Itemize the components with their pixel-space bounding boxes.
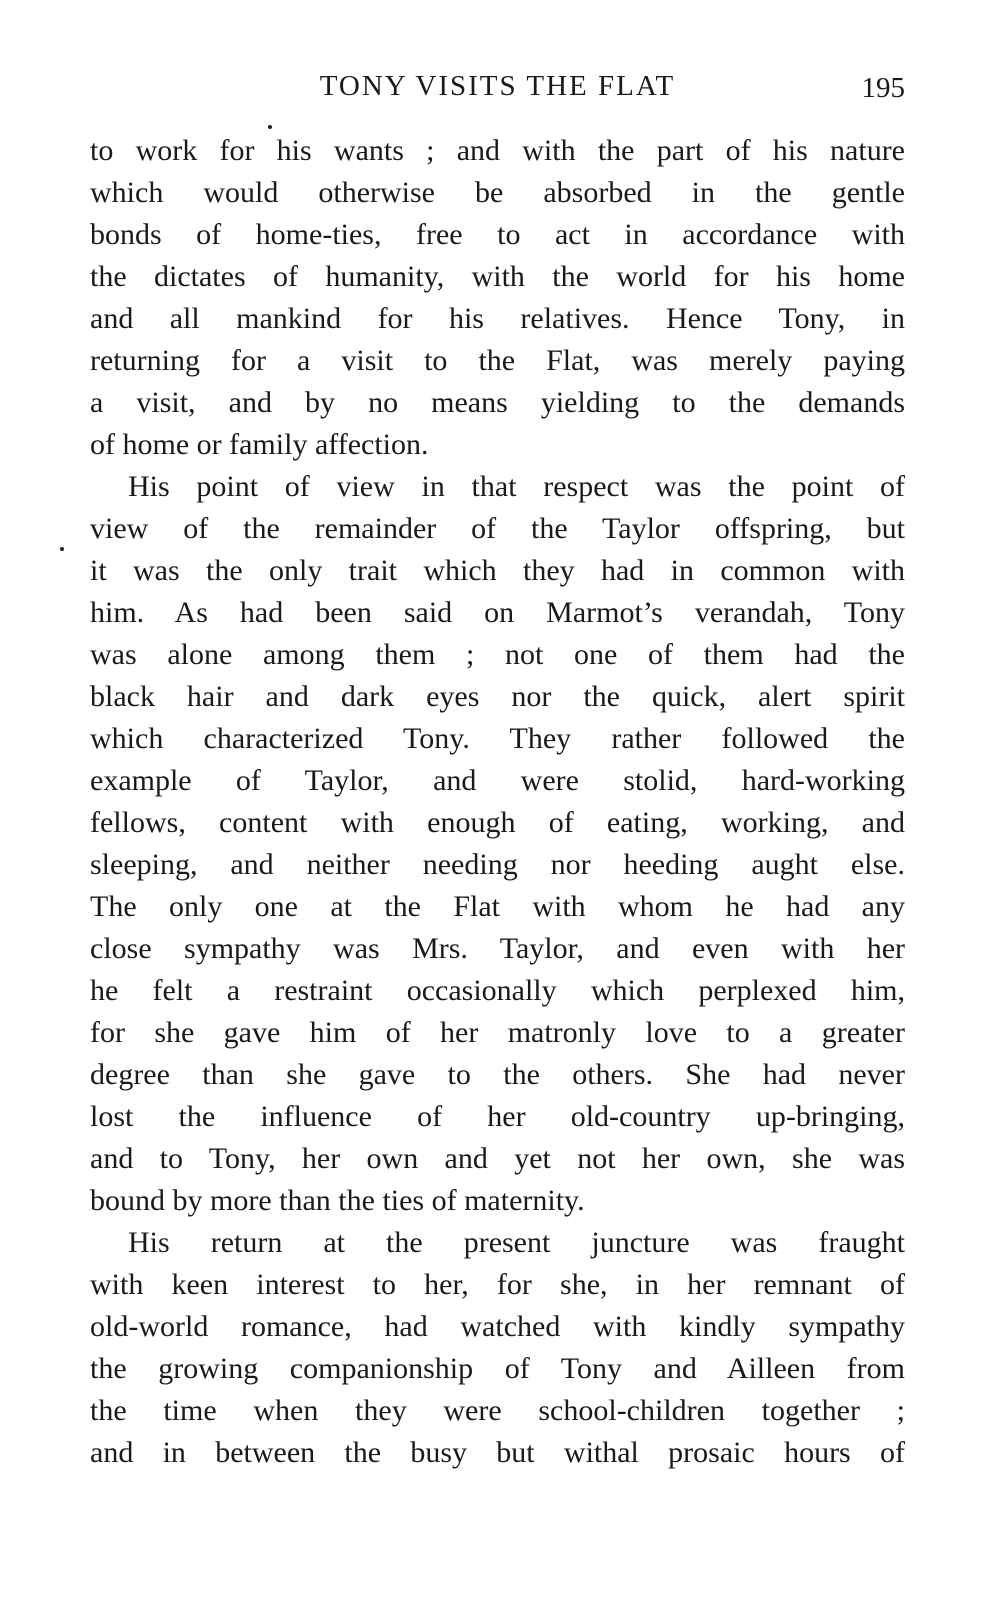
text-line: bonds of home-ties, free to act in accordance with [90,218,905,251]
text-line: close sympathy was Mrs. Taylor, and even with her [90,932,905,965]
text-line: and in between the busy but withal prosaic hours of [90,1436,905,1469]
text-line: a visit, and by no means yielding to the demands [90,386,905,419]
paragraph-2 [90,466,905,1222]
text-line: returning for a visit to the Flat, was merely paying [90,344,905,377]
running-title: TONY VISITS THE FLAT [319,70,676,102]
text-line: of home or family affection. [90,428,429,461]
text-line: and to Tony, her own and yet not her own, she was [90,1142,905,1175]
text-line: and all mankind for his relatives. Hence Tony, in [90,302,905,335]
text-line: fellows, content with enough of eating, working, and [90,806,905,839]
text-line: he felt a restraint occasionally which perplexed him, [90,974,905,1007]
paragraph-1 [90,130,905,466]
text-line: sleeping, and neither needing nor heeding aught else. [90,848,905,881]
text-line: His point of view in that respect was the point of [128,470,905,503]
text-line: black hair and dark eyes nor the quick, alert spirit [90,680,905,713]
text-line: him. As had been said on Marmot’s verandah, Tony [90,596,905,629]
text-line: degree than she gave to the others. She had never [90,1058,905,1091]
text-line: with keen interest to her, for she, in her remnant of [90,1268,905,1301]
text-line: bound by more than the ties of maternity. [90,1184,585,1217]
text-line: old-world romance, had watched with kindly sympathy [90,1310,905,1343]
text-line: lost the influence of her old-country up-bringing, [90,1100,905,1133]
text-line: which would otherwise be absorbed in the gentle [90,176,905,209]
text-line: the time when they were school-children together ; [90,1394,905,1427]
page-header [90,70,905,110]
text-line: which characterized Tony. They rather followed the [90,722,905,755]
print-speck [60,547,64,551]
print-speck [268,125,272,129]
text-line: it was the only trait which they had in common with [90,554,905,587]
body-text [90,130,905,1474]
text-line: view of the remainder of the Taylor offspring, but [90,512,905,545]
text-line: for she gave him of her matronly love to a greater [90,1016,905,1049]
text-line: the growing companionship of Tony and Ailleen from [90,1352,905,1385]
text-line: the dictates of humanity, with the world for his home [90,260,905,293]
text-line: to work for his wants ; and with the part of his nature [90,134,905,167]
text-line: The only one at the Flat with whom he had any [90,890,905,923]
text-line: was alone among them ; not one of them had the [90,638,905,671]
page-number: 195 [861,72,905,104]
paragraph-3 [90,1222,905,1474]
text-line: example of Taylor, and were stolid, hard-working [90,764,905,797]
text-line: His return at the present juncture was fraught [128,1226,905,1259]
